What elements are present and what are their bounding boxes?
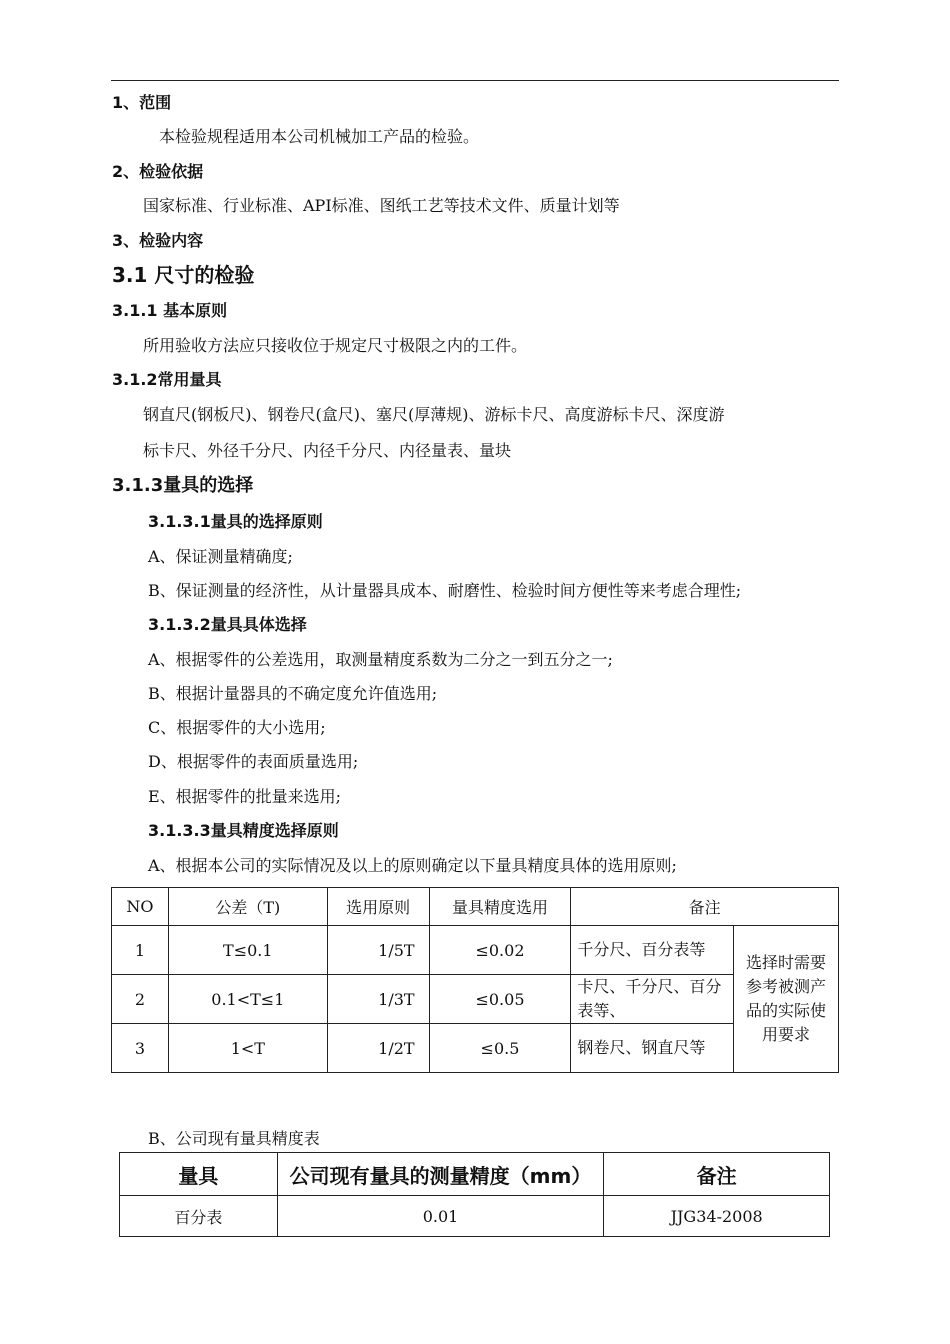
- cell-remark: 选择时需要参考被测产品的实际使用要求: [734, 926, 839, 1073]
- section-3-1-3-3-title: 3.1.3.3量具精度选择原则: [148, 821, 339, 840]
- table-row: [120, 1196, 830, 1237]
- cell-no: 1: [112, 926, 169, 975]
- section-3-1-title: 3.1 尺寸的检验: [112, 263, 255, 287]
- cell-precision: 0.01: [277, 1196, 604, 1237]
- cell-tool: 百分表: [120, 1196, 278, 1237]
- header-rule: [111, 80, 839, 81]
- cell-instruments: 钢卷尺、钢直尺等: [571, 1024, 734, 1073]
- cell-no: 2: [112, 975, 169, 1024]
- cell-precision: ≤0.02: [429, 926, 571, 975]
- cell-rule: 1/2T: [327, 1024, 429, 1073]
- header-remark: 备注: [604, 1153, 830, 1196]
- section-2-text: 国家标准、行业标准、API标准、图纸工艺等技术文件、质量计划等: [143, 196, 620, 215]
- cell-rule: 1/3T: [327, 975, 429, 1024]
- section-2-title: 2、检验依据: [112, 162, 204, 181]
- section-3-1-2-text-line1: 钢直尺(钢板尺)、钢卷尺(盒尺)、塞尺(厚薄规)、游标卡尺、高度游标卡尺、深度游: [143, 405, 725, 424]
- cell-remark: JJG34-2008: [604, 1196, 830, 1237]
- header-tool: 量具: [120, 1153, 278, 1196]
- header-precision: 量具精度选用: [429, 888, 571, 926]
- section-3-1-3-2-item-e: E、根据零件的批量来选用;: [148, 787, 342, 806]
- section-3-1-2-text-line2: 标卡尺、外径千分尺、内径千分尺、内径量表、量块: [143, 441, 512, 460]
- section-1-text: 本检验规程适用本公司机械加工产品的检验。: [159, 127, 480, 146]
- section-3-1-3-1-title: 3.1.3.1量具的选择原则: [148, 512, 323, 531]
- header-tolerance: 公差（T): [168, 888, 327, 926]
- section-3-1-2-title: 3.1.2常用量具: [112, 370, 222, 389]
- table-row: [112, 926, 839, 975]
- cell-instruments: 千分尺、百分表等: [571, 926, 734, 975]
- section-3-1-3-2-item-b: B、根据计量器具的不确定度允许值选用;: [148, 684, 438, 703]
- section-3-1-3-1-item-b: B、保证测量的经济性，从计量器具成本、耐磨性、检验时间方便性等来考虑合理性;: [148, 581, 742, 600]
- table-row: [112, 1024, 839, 1073]
- cell-tolerance: 1<T: [168, 1024, 327, 1073]
- cell-precision: ≤0.5: [429, 1024, 571, 1073]
- section-3-1-3-2-item-a: A、根据零件的公差选用，取测量精度系数为二分之一到五分之一;: [148, 650, 613, 669]
- section-3-1-3-2-item-c: C、根据零件的大小选用;: [148, 718, 326, 737]
- section-3-1-3-2-item-d: D、根据零件的表面质量选用;: [148, 752, 359, 771]
- section-3-1-1-title: 3.1.1 基本原则: [112, 301, 228, 320]
- cell-precision: ≤0.05: [429, 975, 571, 1024]
- section-3-1-1-text: 所用验收方法应只接收位于规定尺寸极限之内的工件。: [143, 336, 528, 355]
- header-remark: 备注: [571, 888, 839, 926]
- header-rule: 选用原则: [327, 888, 429, 926]
- section-3-1-3-3-item-b: B、公司现有量具精度表: [148, 1129, 320, 1148]
- table-row: [112, 975, 839, 1024]
- cell-tolerance: 0.1<T≤1: [168, 975, 327, 1024]
- header-precision: 公司现有量具的测量精度（mm）: [277, 1153, 604, 1196]
- section-1-title: 1、范围: [112, 93, 172, 112]
- table-header-row: [112, 888, 839, 926]
- cell-tolerance: T≤0.1: [168, 926, 327, 975]
- cell-rule: 1/5T: [327, 926, 429, 975]
- header-no: NO: [112, 888, 169, 926]
- section-3-title: 3、检验内容: [112, 231, 204, 250]
- section-3-1-3-title: 3.1.3量具的选择: [112, 475, 254, 496]
- section-3-1-3-1-item-a: A、保证测量精确度;: [148, 547, 293, 566]
- section-3-1-3-3-item-a: A、根据本公司的实际情况及以上的原则确定以下量具精度具体的选用原则;: [148, 856, 677, 875]
- section-3-1-3-2-title: 3.1.3.2量具具体选择: [148, 615, 307, 634]
- cell-no: 3: [112, 1024, 169, 1073]
- table-header-row: [120, 1153, 830, 1196]
- cell-instruments: 卡尺、千分尺、百分表等、: [571, 975, 734, 1024]
- precision-selection-table: [111, 887, 839, 1073]
- company-gauge-table: [119, 1152, 830, 1237]
